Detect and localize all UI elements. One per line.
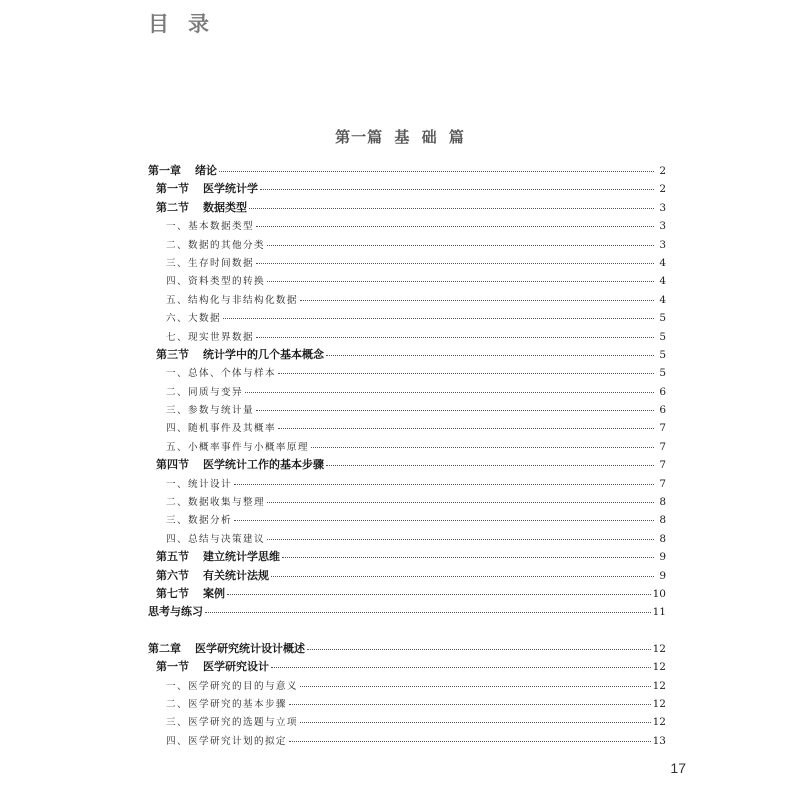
dot-leader — [267, 280, 654, 282]
toc-entry-page: 12 — [652, 716, 666, 729]
dot-leader — [267, 501, 654, 503]
toc-entry-title: 医学统计学 — [203, 182, 258, 196]
toc-entry-label: 第一节 — [156, 182, 189, 196]
toc-entry-label: 第二节 — [156, 200, 189, 214]
toc-entry-page: 6 — [659, 385, 666, 398]
toc-item-entry[interactable] — [148, 401, 666, 419]
toc-entry-title: 数据类型 — [203, 200, 247, 214]
toc-entry-page: 11 — [652, 606, 666, 619]
toc-item-entry[interactable] — [148, 383, 666, 401]
toc-entry-title: 医学研究设计 — [203, 660, 269, 674]
toc-entry-page: 9 — [659, 551, 666, 564]
toc-entry-page: 7 — [659, 477, 666, 490]
dot-leader — [289, 703, 651, 705]
dot-leader — [300, 721, 651, 723]
toc-item-entry[interactable] — [148, 530, 666, 548]
toc-entry-title: 医学统计工作的基本步骤 — [203, 458, 324, 472]
toc-entry-title: 建立统计学思维 — [203, 550, 280, 564]
dot-leader — [227, 593, 651, 595]
toc-section-entry[interactable] — [148, 180, 666, 198]
toc-section-entry[interactable] — [148, 658, 666, 676]
toc-entry-title: 三、参数与统计量 — [166, 405, 254, 417]
toc-section-entry[interactable] — [148, 548, 666, 566]
table-of-contents — [148, 162, 666, 750]
toc-entry-page: 8 — [659, 496, 666, 509]
toc-entry-title: 一、总体、个体与样本 — [166, 368, 276, 380]
toc-entry-page: 6 — [659, 404, 666, 417]
toc-item-entry[interactable] — [148, 438, 666, 456]
dot-leader — [271, 666, 651, 668]
dot-leader — [223, 317, 654, 319]
toc-item-entry[interactable] — [148, 419, 666, 437]
toc-entry-title: 七、现实世界数据 — [166, 331, 254, 343]
toc-entry-title: 绪论 — [195, 164, 217, 177]
toc-item-entry[interactable] — [148, 236, 666, 254]
toc-section-entry[interactable] — [148, 199, 666, 217]
dot-leader — [219, 170, 654, 172]
toc-entry-title: 思考与练习 — [148, 605, 203, 619]
toc-entry-title: 二、医学研究的基本步骤 — [166, 698, 287, 710]
dot-leader — [267, 244, 654, 246]
dot-leader — [234, 519, 654, 521]
toc-entry-title: 四、资料类型的转换 — [166, 276, 265, 288]
dot-leader — [249, 207, 654, 209]
toc-item-entry[interactable] — [148, 254, 666, 272]
toc-entry-title: 四、随机事件及其概率 — [166, 423, 276, 435]
toc-entry-label: 第六节 — [156, 568, 189, 582]
toc-entry-page: 8 — [659, 532, 666, 545]
dot-leader — [256, 225, 654, 227]
toc-entry-title: 三、数据分析 — [166, 515, 232, 527]
toc-entry-page: 3 — [659, 238, 666, 251]
toc-spacer — [148, 622, 666, 640]
toc-section-entry[interactable] — [148, 585, 666, 603]
toc-item-entry[interactable] — [148, 713, 666, 731]
toc-item-entry[interactable] — [148, 328, 666, 346]
dot-leader — [300, 299, 654, 301]
toc-section-entry[interactable] — [148, 456, 666, 474]
dot-leader — [260, 188, 654, 190]
toc-item-entry[interactable] — [148, 493, 666, 511]
dot-leader — [278, 372, 654, 374]
dot-leader — [245, 391, 654, 393]
page-title: 目录 — [148, 12, 228, 36]
toc-entry-title: 统计学中的几个基本概念 — [203, 347, 324, 361]
toc-entry-label: 第三节 — [156, 347, 189, 361]
dot-leader — [326, 354, 654, 356]
dot-leader — [256, 409, 654, 411]
toc-entry-page: 5 — [659, 348, 666, 361]
toc-item-entry[interactable] — [148, 732, 666, 750]
toc-entry-title: 四、总结与决策建议 — [166, 533, 265, 545]
toc-entry-title: 一、统计设计 — [166, 478, 232, 490]
toc-entry-page: 8 — [659, 514, 666, 527]
toc-entry-page: 2 — [659, 183, 666, 196]
toc-entry-page: 5 — [659, 330, 666, 343]
toc-entry-label: 第二章 — [148, 641, 181, 655]
toc-entry-title: 二、数据收集与整理 — [166, 497, 265, 509]
toc-item-entry[interactable] — [148, 511, 666, 529]
toc-entry-page: 12 — [652, 679, 666, 692]
dot-leader — [256, 336, 654, 338]
toc-entry-title: 二、同质与变异 — [166, 386, 243, 398]
toc-entry-page: 12 — [652, 642, 666, 655]
toc-item-entry[interactable] — [148, 291, 666, 309]
toc-chapter-entry[interactable] — [148, 640, 666, 658]
part-title: 第一篇 基 础 篇 — [335, 128, 465, 146]
dot-leader — [311, 446, 654, 448]
toc-entry-page: 7 — [659, 459, 666, 472]
page-number: 17 — [670, 760, 686, 776]
toc-entry-page: 2 — [659, 165, 666, 177]
toc-entry-title: 五、结构化与非结构化数据 — [166, 294, 298, 306]
toc-entry-title: 三、医学研究的选题与立项 — [166, 717, 298, 729]
toc-entry-title: 三、生存时间数据 — [166, 257, 254, 269]
dot-leader — [278, 427, 654, 429]
dot-leader — [282, 556, 654, 558]
toc-entry-page: 3 — [659, 201, 666, 214]
toc-entry-page: 3 — [659, 220, 666, 233]
toc-item-entry[interactable] — [148, 217, 666, 235]
toc-chapter-entry[interactable] — [148, 603, 666, 621]
toc-entry-title: 五、小概率事件与小概率原理 — [166, 441, 309, 453]
dot-leader — [326, 464, 654, 466]
toc-entry-title: 医学研究统计设计概述 — [195, 641, 305, 655]
toc-item-entry[interactable] — [148, 272, 666, 290]
toc-entry-title: 一、基本数据类型 — [166, 221, 254, 233]
dot-leader — [205, 611, 651, 613]
toc-entry-page: 7 — [659, 440, 666, 453]
toc-entry-label: 第四节 — [156, 458, 189, 472]
toc-entry-title: 六、大数据 — [166, 313, 221, 325]
toc-entry-page: 12 — [652, 697, 666, 710]
toc-entry-page: 10 — [652, 587, 666, 600]
dot-leader — [307, 648, 651, 650]
toc-section-entry[interactable] — [148, 567, 666, 585]
toc-entry-page: 5 — [659, 367, 666, 380]
toc-entry-title: 一、医学研究的目的与意义 — [166, 680, 298, 692]
toc-item-entry[interactable] — [148, 695, 666, 713]
toc-entry-title: 二、数据的其他分类 — [166, 239, 265, 251]
toc-entry-page: 4 — [659, 293, 666, 306]
toc-item-entry[interactable] — [148, 475, 666, 493]
dot-leader — [271, 575, 654, 577]
toc-entry-page: 7 — [659, 422, 666, 435]
toc-entry-page: 12 — [652, 661, 666, 674]
dot-leader — [256, 262, 654, 264]
toc-entry-page: 5 — [659, 312, 666, 325]
toc-section-entry[interactable] — [148, 346, 666, 364]
dot-leader — [267, 538, 654, 540]
toc-entry-label: 第一章 — [148, 164, 181, 177]
toc-item-entry[interactable] — [148, 309, 666, 327]
dot-leader — [300, 685, 651, 687]
toc-item-entry[interactable] — [148, 364, 666, 382]
toc-entry-page: 4 — [659, 275, 666, 288]
toc-entry-page: 9 — [659, 569, 666, 582]
dot-leader — [234, 483, 654, 485]
dot-leader — [289, 740, 651, 742]
toc-chapter-entry[interactable] — [148, 162, 666, 180]
toc-entry-title: 有关统计法规 — [203, 568, 269, 582]
toc-entry-page: 13 — [652, 734, 666, 747]
toc-entry-label: 第一节 — [156, 660, 189, 674]
toc-item-entry[interactable] — [148, 677, 666, 695]
toc-entry-title: 四、医学研究计划的拟定 — [166, 735, 287, 747]
toc-entry-page: 4 — [659, 256, 666, 269]
toc-entry-label: 第七节 — [156, 586, 189, 600]
toc-entry-label: 第五节 — [156, 550, 189, 564]
toc-entry-title: 案例 — [203, 586, 225, 600]
